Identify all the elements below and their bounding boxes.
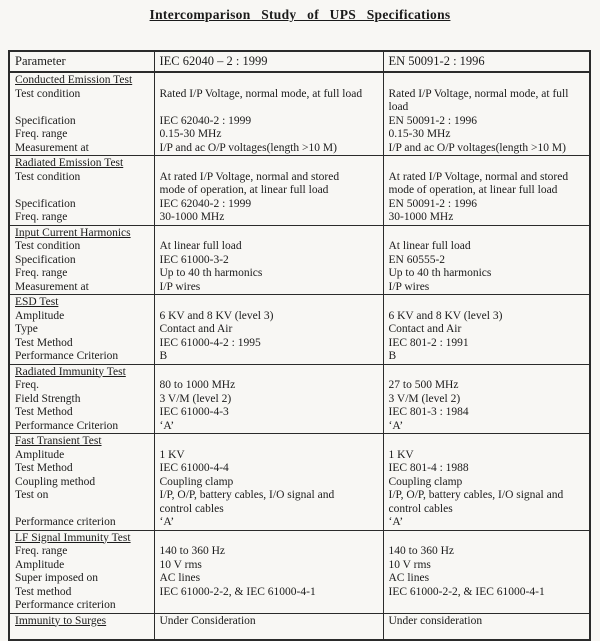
cell-line: I/P, O/P, battery cables, I/O signal and (388, 489, 564, 501)
cell-line: 1 KV (388, 448, 414, 461)
cell-line: Rated I/P Voltage, normal mode, at full (388, 87, 569, 100)
cell-line: Coupling method (15, 475, 96, 488)
cell-line: 27 to 500 MHz (388, 379, 459, 391)
cell-line: control cables (388, 502, 453, 515)
cell-line: EN 50091-2 : 1996 (388, 114, 477, 127)
cell-line: Under consideration (388, 614, 483, 627)
cell-line: IEC 801-2 : 1991 (388, 336, 469, 349)
cell-line: Test method (15, 585, 72, 598)
specs-table (8, 50, 591, 641)
en-cell (383, 613, 590, 640)
cell-line: B (388, 350, 397, 362)
param-cell (9, 613, 154, 640)
column-header-en-50091: EN 50091-2 : 1996 (383, 51, 590, 72)
cell-line: Coupling clamp (388, 475, 463, 488)
cell-line: IEC 801-3 : 1984 (388, 406, 469, 418)
cell-line: Contact and Air (388, 323, 462, 335)
cell-line: Test on (15, 489, 49, 501)
cell-line: load (388, 101, 409, 113)
cell-line: Specification (15, 114, 76, 127)
cell-line: Type (15, 323, 38, 335)
cell-line: 0.15-30 MHz (388, 128, 451, 140)
section-title: Radiated Emission Test (15, 157, 124, 169)
cell-line: 6 KV and 8 KV (level 3) (388, 309, 503, 322)
iec-cell (154, 434, 383, 531)
cell-line: Performance Criterion (15, 419, 119, 432)
cell-line: 3 V/M (level 2) (388, 392, 461, 405)
cell-line (160, 532, 378, 546)
iec-cell (154, 295, 383, 365)
cell-line: mode of operation, at linear full load (388, 184, 558, 196)
cell-line: IEC 801-4 : 1988 (388, 462, 469, 474)
cell-line: 30-1000 MHz (388, 211, 454, 223)
param-cell (9, 156, 154, 226)
cell-line: 6 KV and 8 KV (level 3) (159, 309, 274, 322)
param-cell (9, 530, 154, 613)
cell-line (389, 157, 585, 171)
cell-line: Specification (15, 197, 76, 210)
cell-line: Test condition (15, 87, 81, 100)
cell-line: Amplitude (15, 309, 65, 322)
param-cell (9, 434, 154, 531)
section-title: ESD Test (15, 296, 59, 308)
cell-line: 10 V rms (159, 558, 202, 571)
cell-line: 1 KV (159, 448, 185, 461)
cell-line: I/P and ac O/P voltages(length >10 M) (388, 141, 566, 154)
cell-line: Contact and Air (159, 323, 233, 335)
section-row-input-current-harmonics (9, 225, 590, 295)
cell-line: ‘A’ (159, 516, 175, 528)
param-cell (9, 72, 154, 156)
cell-line: 0.15-30 MHz (159, 128, 222, 140)
column-header-iec-62040: IEC 62040 – 2 : 1999 (154, 51, 383, 72)
en-cell (383, 72, 590, 156)
cell-line: IEC 61000-3-2 (159, 253, 229, 266)
cell-line: AC lines (388, 572, 430, 584)
cell-line: At rated I/P Voltage, normal and stored (159, 170, 340, 183)
cell-line (389, 227, 585, 241)
column-header-parameter: Parameter (9, 51, 154, 72)
param-cell (9, 225, 154, 295)
cell-line (389, 435, 585, 449)
cell-line (160, 157, 378, 171)
cell-line: Coupling clamp (159, 475, 234, 488)
cell-line: Test Method (15, 336, 73, 349)
cell-line: Amplitude (15, 448, 65, 461)
cell-line: mode of operation, at linear full load (159, 184, 329, 196)
cell-line (160, 74, 378, 88)
cell-line: Test Method (15, 462, 73, 474)
iec-cell (154, 364, 383, 434)
cell-line: At linear full load (388, 240, 471, 252)
cell-line (389, 366, 585, 380)
cell-line: 140 to 360 Hz (159, 545, 225, 557)
cell-line: 3 V/M (level 2) (159, 392, 232, 405)
cell-line: IEC 61000-2-2, & IEC 61000-4-1 (159, 585, 316, 598)
cell-line: Measurement at (15, 280, 89, 293)
cell-line: At rated I/P Voltage, normal and stored (388, 170, 569, 183)
section-title: LF Signal Immunity Test (15, 531, 131, 544)
cell-line: Freq. range (15, 128, 68, 140)
cell-line: Amplitude (15, 558, 65, 571)
section-title: Immunity to Surges (15, 614, 107, 627)
en-cell (383, 434, 590, 531)
cell-line: Performance Criterion (15, 350, 119, 362)
cell-line: IEC 61000-4-2 : 1995 (159, 336, 261, 349)
page-title: Intercomparison Study of UPS Specifications (149, 7, 451, 22)
cell-line: ‘A’ (388, 516, 404, 528)
cell-line: Up to 40 th harmonics (388, 267, 492, 279)
section-title: Fast Transient Test (15, 435, 102, 447)
section-row-esd-test (9, 295, 590, 365)
en-cell (383, 295, 590, 365)
cell-line: I/P and ac O/P voltages(length >10 M) (159, 141, 337, 154)
header-row (9, 51, 590, 72)
section-title: Conducted Emission Test (15, 74, 133, 86)
cell-line (15, 101, 149, 115)
cell-line (389, 532, 585, 546)
cell-line: Test condition (15, 240, 81, 252)
cell-line: Performance criterion (15, 599, 116, 611)
cell-line (160, 435, 378, 449)
cell-line (389, 296, 585, 310)
cell-line: Freq. range (15, 545, 68, 557)
cell-line: ‘A’ (388, 419, 404, 432)
cell-line: At linear full load (159, 240, 242, 252)
cell-line: I/P, O/P, battery cables, I/O signal and (159, 489, 335, 501)
param-cell (9, 295, 154, 365)
cell-line: ‘A’ (159, 419, 175, 432)
cell-line: Freq. range (15, 267, 68, 279)
iec-cell (154, 72, 383, 156)
iec-cell (154, 225, 383, 295)
cell-line: Measurement at (15, 141, 89, 154)
section-row-radiated-immunity-test (9, 364, 590, 434)
section-row-fast-transient-test (9, 434, 590, 531)
section-title: Input Current Harmonics (15, 226, 131, 239)
section-row-radiated-emission-test (9, 156, 590, 226)
table-body (9, 72, 590, 640)
cell-line (160, 366, 378, 380)
cell-line: Performance criterion (15, 516, 116, 528)
cell-line (160, 599, 378, 613)
cell-line: Freq. (15, 379, 39, 391)
cell-line: Specification (15, 253, 76, 266)
cell-line: 30-1000 MHz (159, 211, 225, 223)
cell-line: AC lines (159, 572, 201, 584)
cell-line (389, 599, 585, 613)
iec-cell (154, 156, 383, 226)
en-cell (383, 530, 590, 613)
cell-line: control cables (159, 502, 224, 515)
cell-line: IEC 62040-2 : 1999 (159, 114, 252, 127)
cell-line: Rated I/P Voltage, normal mode, at full load (159, 87, 363, 100)
en-cell (383, 225, 590, 295)
cell-line: 80 to 1000 MHz (159, 379, 236, 391)
section-title: Radiated Immunity Test (15, 365, 126, 378)
cell-line: I/P wires (388, 280, 430, 293)
cell-line: Test condition (15, 170, 81, 183)
cell-line: 10 V rms (388, 558, 431, 571)
iec-cell (154, 530, 383, 613)
cell-line: Field Strength (15, 392, 81, 405)
cell-line: 140 to 360 Hz (388, 545, 454, 557)
cell-line: IEC 62040-2 : 1999 (159, 197, 252, 210)
cell-line: Super imposed on (15, 572, 99, 584)
en-cell (383, 364, 590, 434)
cell-line (160, 101, 378, 115)
cell-line (160, 227, 378, 241)
cell-line: Test Method (15, 406, 73, 418)
cell-line: IEC 61000-4-4 (159, 462, 229, 474)
cell-line: IEC 61000-4-3 (159, 406, 229, 418)
cell-line: Up to 40 th harmonics (159, 267, 263, 279)
cell-line: I/P wires (159, 280, 201, 293)
cell-line: EN 60555-2 (388, 253, 446, 266)
section-row-conducted-emission-test (9, 72, 590, 156)
cell-line: Freq. range (15, 211, 68, 223)
param-cell (9, 364, 154, 434)
iec-cell (154, 613, 383, 640)
cell-line: Under Consideration (159, 614, 256, 627)
section-row-immunity-to-surges (9, 613, 590, 640)
document-page (0, 7, 600, 641)
cell-line (389, 74, 585, 88)
section-row-lf-signal-immunity-test (9, 530, 590, 613)
cell-line: IEC 61000-2-2, & IEC 61000-4-1 (388, 585, 545, 598)
cell-line: EN 50091-2 : 1996 (388, 197, 477, 210)
cell-line (15, 503, 149, 517)
cell-line (15, 184, 149, 198)
en-cell (383, 156, 590, 226)
cell-line: B (159, 350, 168, 362)
cell-line (160, 296, 378, 310)
